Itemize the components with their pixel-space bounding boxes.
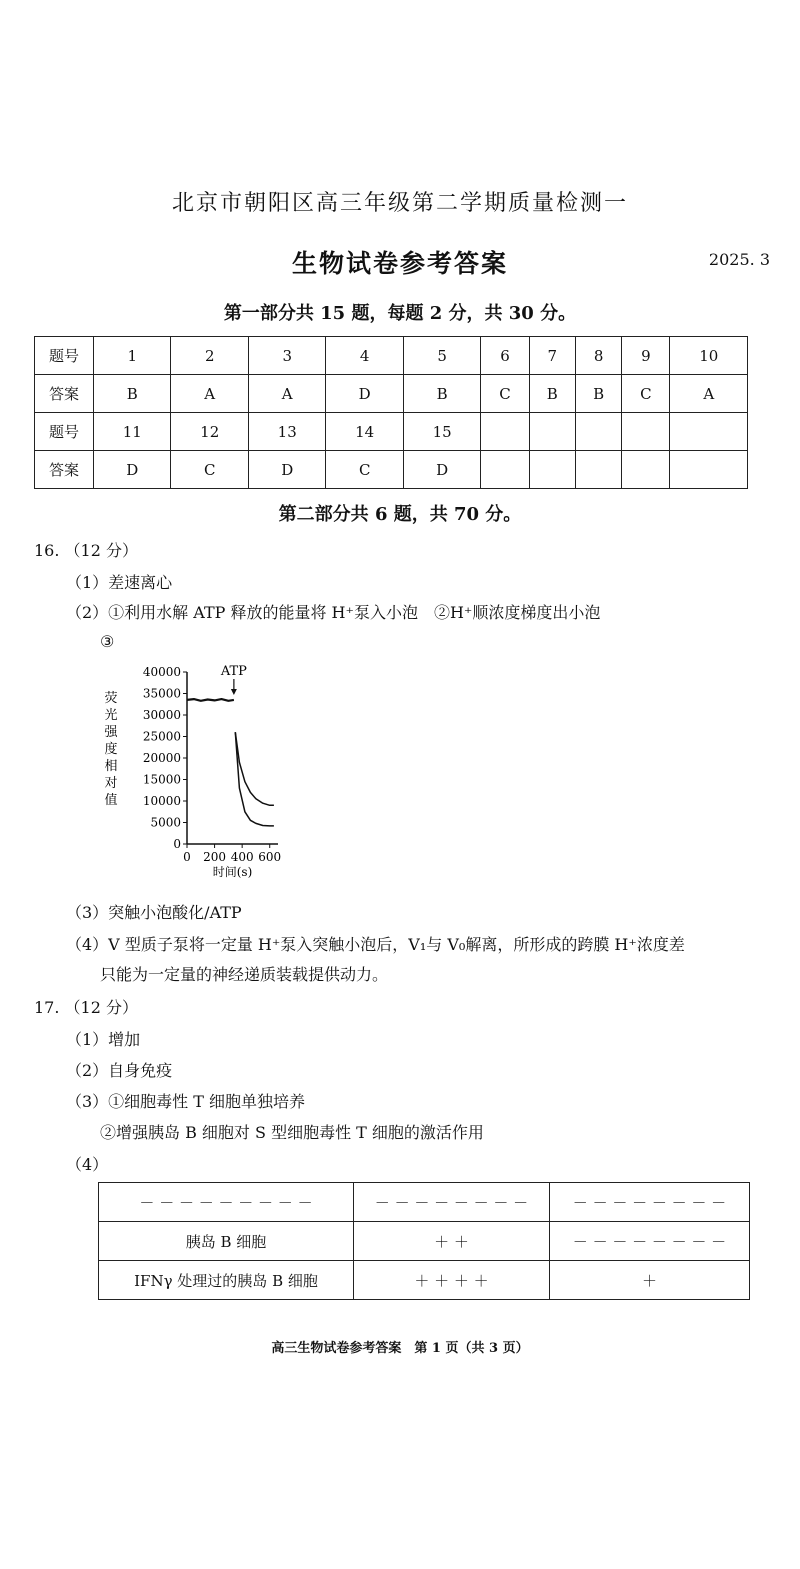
q16-answer-3: （3）突触小泡酸化/ATP (66, 903, 242, 922)
q16-answer-4-line1: （4）V 型质子泵将一定量 H⁺泵入突触小泡后，V₁与 V₀解离，所形成的跨膜 H⁺浓度差 (66, 935, 685, 954)
y-tick-label: 10000 (142, 794, 181, 808)
question-number (481, 413, 529, 451)
answer-cell: A (670, 375, 748, 413)
table-cell: － － － － － － － － (550, 1222, 750, 1261)
answer-cell: D (403, 451, 480, 489)
table-row (35, 337, 748, 375)
answer-cell (670, 451, 748, 489)
question-number (670, 413, 748, 451)
series-line-lower (235, 732, 274, 826)
table-row (35, 413, 748, 451)
q16-answer-4-line2: 只能为一定量的神经递质装载提供动力。 (100, 965, 389, 984)
q17-heading: 17. （12 分） (34, 998, 138, 1017)
row-label: 答案 (35, 375, 94, 413)
q16-answer-2-sub3: ③ (100, 632, 115, 651)
document-title: 北京市朝阳区高三年级第二学期质量检测一 (171, 191, 628, 216)
question-number: 4 (326, 337, 403, 375)
row-label: 题号 (35, 337, 94, 375)
q17-answer-4: （4） (66, 1155, 109, 1174)
table-cell: ＋ (550, 1261, 750, 1300)
answer-cell: D (326, 375, 403, 413)
series-line-baseline (187, 699, 234, 701)
q16-heading: 16. （12 分） (34, 541, 138, 560)
question-number: 12 (171, 413, 248, 451)
table-cell: IFNγ 处理过的胰岛 B 细胞 (99, 1261, 354, 1300)
table-cell: 胰岛 B 细胞 (99, 1222, 354, 1261)
question-number: 3 (248, 337, 325, 375)
question-number: 5 (403, 337, 480, 375)
table-row (99, 1261, 750, 1300)
answer-cell (622, 451, 670, 489)
question-number: 9 (622, 337, 670, 375)
question-number: 14 (326, 413, 403, 451)
answer-cell: B (94, 375, 171, 413)
q17-answer-3-2: ②增强胰岛 B 细胞对 S 型细胞毒性 T 细胞的激活作用 (100, 1123, 484, 1142)
answer-cell: B (575, 375, 621, 413)
answer-cell: D (248, 451, 325, 489)
answer-cell: A (248, 375, 325, 413)
question-number: 6 (481, 337, 529, 375)
row-label: 题号 (35, 413, 94, 451)
q16-answer-2: （2）①利用水解 ATP 释放的能量将 H⁺泵入小泡 ②H⁺顺浓度梯度出小泡 (66, 603, 601, 622)
x-tick-label: 0 (183, 850, 191, 864)
q16-answer-1: （1）差速离心 (66, 573, 173, 592)
answer-cell: A (171, 375, 248, 413)
y-tick-label: 5000 (150, 815, 181, 830)
question-number (529, 413, 575, 451)
answer-cell (575, 451, 621, 489)
y-tick-label: 20000 (142, 751, 181, 765)
table-cell: ＋ ＋ (354, 1222, 550, 1261)
question-number: 2 (171, 337, 248, 375)
answer-cell (481, 451, 529, 489)
y-axis-label (104, 690, 118, 808)
question-number: 8 (575, 337, 621, 375)
page-footer: 高三生物试卷参考答案 第 1 页（共 3 页） (271, 1341, 529, 1356)
question-number: 13 (248, 413, 325, 451)
atp-annotation: ATP (220, 664, 247, 679)
x-axis-label: 时间(s) (212, 865, 253, 879)
part2-heading: 第二部分共 6 题，共 70 分。 (278, 504, 522, 525)
answer-cell: C (622, 375, 670, 413)
answer-table (34, 336, 748, 489)
answer-cell: B (529, 375, 575, 413)
arrowhead-icon (231, 689, 237, 695)
y-tick-label: 25000 (142, 729, 181, 744)
question-number: 7 (529, 337, 575, 375)
q17-answer-2: （2）自身免疫 (66, 1061, 173, 1080)
answer-cell: B (403, 375, 480, 413)
question-number (575, 413, 621, 451)
x-tick-label: 200 (203, 850, 227, 864)
q17-answer-3-1: （3）①细胞毒性 T 细胞单独培养 (66, 1092, 306, 1111)
question-number (622, 413, 670, 451)
table-cell: － － － － － － － － － (99, 1183, 354, 1222)
y-tick-label: 30000 (142, 708, 181, 722)
table-row (35, 451, 748, 489)
row-label: 答案 (35, 451, 94, 489)
answer-cell: C (481, 375, 529, 413)
document-date: 2025. 3 (708, 250, 770, 269)
question-number: 1 (94, 337, 171, 375)
x-tick-label: 400 (230, 850, 254, 864)
y-tick-label: 40000 (142, 665, 181, 679)
question-number: 10 (670, 337, 748, 375)
q17-answer-1: （1）增加 (66, 1030, 141, 1049)
answer-cell: D (94, 451, 171, 489)
answer-cell: C (326, 451, 403, 489)
q17-table (98, 1182, 750, 1300)
document-subtitle: 生物试卷参考答案 (291, 249, 508, 278)
table-row (99, 1183, 750, 1222)
answer-cell (529, 451, 575, 489)
table-cell: － － － － － － － － (354, 1183, 550, 1222)
fluorescence-chart (100, 658, 320, 890)
y-tick-label: 15000 (142, 772, 181, 787)
y-axis-label-text: 荧光强度相对值 (104, 691, 118, 808)
answer-cell: C (171, 451, 248, 489)
table-row (35, 375, 748, 413)
y-tick-label: 0 (173, 837, 181, 851)
table-cell: ＋ ＋ ＋ ＋ (354, 1261, 550, 1300)
part1-heading: 第一部分共 15 题，每题 2 分，共 30 分。 (223, 303, 577, 324)
table-row (99, 1222, 750, 1261)
x-tick-label: 600 (258, 850, 282, 864)
table-cell: － － － － － － － － (550, 1183, 750, 1222)
y-tick-label: 35000 (142, 686, 181, 701)
question-number: 11 (94, 413, 171, 451)
question-number: 15 (403, 413, 480, 451)
